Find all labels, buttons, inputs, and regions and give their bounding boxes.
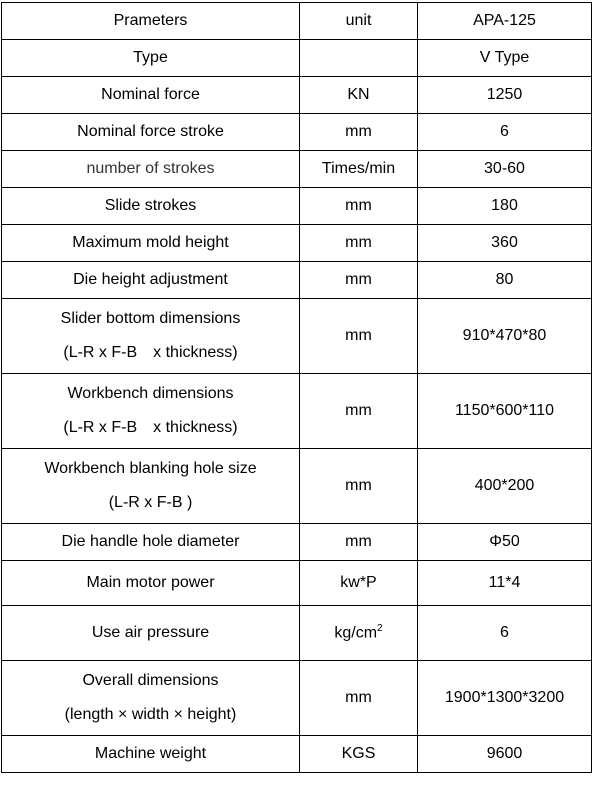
unit-cell: mm bbox=[300, 524, 418, 561]
param-cell bbox=[2, 299, 300, 374]
table-row bbox=[2, 606, 592, 661]
table-row bbox=[2, 449, 592, 524]
table-row bbox=[2, 77, 592, 114]
unit-cell: kw*P bbox=[300, 561, 418, 606]
param-cell: Use air pressure bbox=[2, 606, 300, 661]
param-line-1: Workbench blanking hole size bbox=[44, 460, 257, 478]
table-row bbox=[2, 561, 592, 606]
table-row bbox=[2, 736, 592, 773]
value-cell: 80 bbox=[418, 262, 592, 299]
param-cell: Machine weight bbox=[2, 736, 300, 773]
value-cell: Φ50 bbox=[418, 524, 592, 561]
unit-cell bbox=[300, 606, 418, 661]
header-unit-cell: unit bbox=[300, 3, 418, 40]
unit-cell: mm bbox=[300, 262, 418, 299]
value-cell: 1150*600*110 bbox=[418, 374, 592, 449]
table-row bbox=[2, 151, 592, 188]
value-cell: 360 bbox=[418, 225, 592, 262]
unit-cell: mm bbox=[300, 374, 418, 449]
value-cell: 9600 bbox=[418, 736, 592, 773]
unit-cell: KGS bbox=[300, 736, 418, 773]
table-header-row bbox=[2, 3, 592, 40]
param-cell: Maximum mold height bbox=[2, 225, 300, 262]
value-cell: 6 bbox=[418, 114, 592, 151]
unit-cell: mm bbox=[300, 449, 418, 524]
param-cell: Die handle hole diameter bbox=[2, 524, 300, 561]
value-cell: 6 bbox=[418, 606, 592, 661]
unit-cell: mm bbox=[300, 188, 418, 225]
unit-cell: mm bbox=[300, 299, 418, 374]
table-row bbox=[2, 299, 592, 374]
table-row bbox=[2, 524, 592, 561]
param-cell: Slide strokes bbox=[2, 188, 300, 225]
value-cell: 180 bbox=[418, 188, 592, 225]
value-cell: 400*200 bbox=[418, 449, 592, 524]
param-cell: Nominal force bbox=[2, 77, 300, 114]
unit-cell bbox=[300, 40, 418, 77]
unit-cell: mm bbox=[300, 225, 418, 262]
param-line-1: Overall dimensions bbox=[82, 672, 219, 690]
param-cell: Die height adjustment bbox=[2, 262, 300, 299]
param-cell bbox=[2, 661, 300, 736]
unit-cell: mm bbox=[300, 114, 418, 151]
param-line-2: (L-R x F-B x thickness) bbox=[63, 344, 238, 361]
value-cell: V Type bbox=[418, 40, 592, 77]
unit-superscript: 2 bbox=[377, 623, 383, 635]
table-row bbox=[2, 114, 592, 151]
param-cell bbox=[2, 449, 300, 524]
table-row bbox=[2, 262, 592, 299]
header-param-cell: Prameters bbox=[2, 3, 300, 40]
param-cell: Main motor power bbox=[2, 561, 300, 606]
param-cell: Type bbox=[2, 40, 300, 77]
table-row bbox=[2, 225, 592, 262]
header-model-cell: APA-125 bbox=[418, 3, 592, 40]
table-row bbox=[2, 374, 592, 449]
value-cell: 910*470*80 bbox=[418, 299, 592, 374]
param-cell: Nominal force stroke bbox=[2, 114, 300, 151]
param-line-2: (L-R x F-B x thickness) bbox=[63, 419, 238, 436]
table-row bbox=[2, 661, 592, 736]
value-cell: 30-60 bbox=[418, 151, 592, 188]
param-line-1: Slider bottom dimensions bbox=[60, 310, 241, 328]
table-row bbox=[2, 188, 592, 225]
unit-base: kg/cm bbox=[334, 624, 378, 642]
param-line-2: (length × width × height) bbox=[64, 706, 237, 723]
table-row bbox=[2, 40, 592, 77]
specification-table bbox=[1, 2, 592, 773]
unit-cell: Times/min bbox=[300, 151, 418, 188]
value-cell: 11*4 bbox=[418, 561, 592, 606]
param-cell bbox=[2, 374, 300, 449]
unit-cell: mm bbox=[300, 661, 418, 736]
param-line-1: Workbench dimensions bbox=[67, 385, 234, 403]
value-cell: 1900*1300*3200 bbox=[418, 661, 592, 736]
param-cell: number of strokes bbox=[2, 151, 300, 188]
unit-cell: KN bbox=[300, 77, 418, 114]
param-line-2: (L-R x F-B ) bbox=[108, 494, 193, 511]
value-cell: 1250 bbox=[418, 77, 592, 114]
